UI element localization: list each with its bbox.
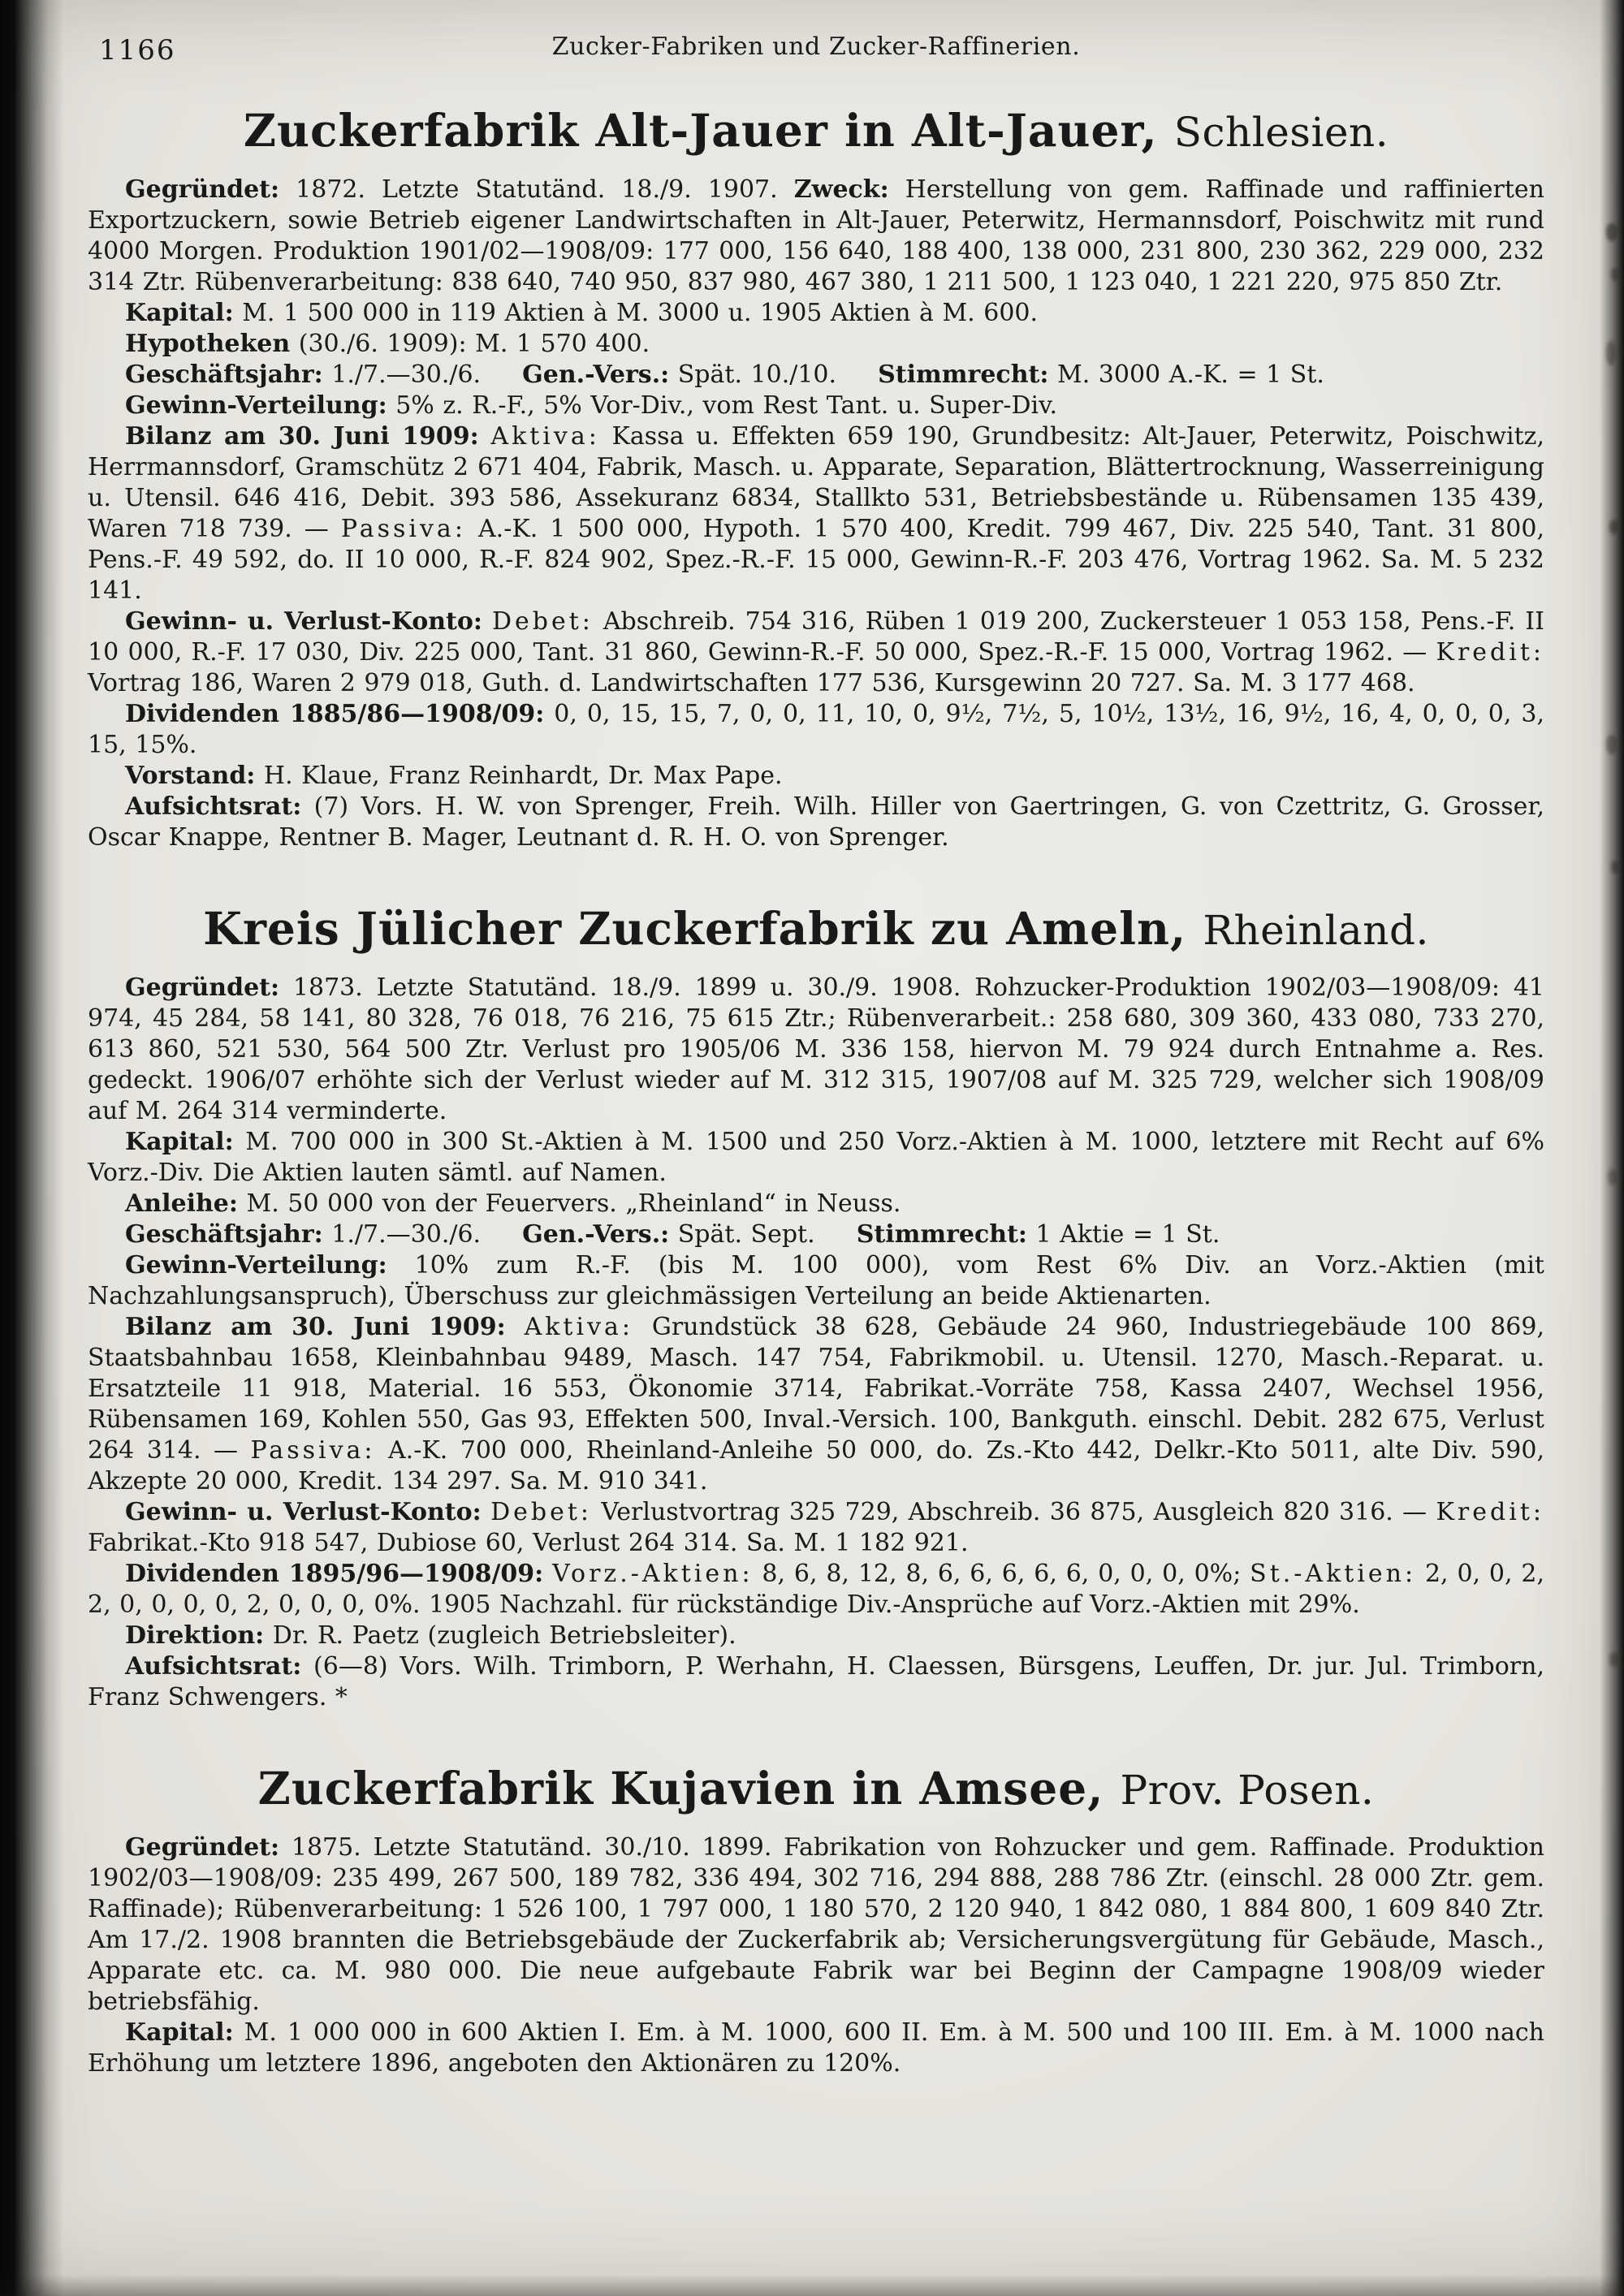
field-label: Stimmrecht: [878,360,1049,389]
section-title [88,1762,1544,1815]
section-title-main: Zuckerfabrik Alt-Jauer in Alt-Jauer, [243,104,1174,157]
spaced-term: Debet: [491,607,594,636]
body-text: 10% zum R.-F. (bis M. 100 000), vom Rest 6% Div. an Vorz.-Aktien (mit Nachzahlungsanspruch), Überschuss zur gleichmässigen Verteilung an beide Aktienarten. [88,1251,1544,1310]
body-text: Vortrag 186, Waren 2 979 018, Guth. d. Landwirtschaften 177 536, Kursgewinn 20 727. Sa. M. 3 177 468. [88,669,1415,697]
field-label: Dividenden 1895/96—1908/09: [125,1560,544,1588]
field-label: Gegründet: [125,1833,280,1862]
margin-smudge [1606,341,1616,365]
body-text: Verlustvortrag 325 729, Abschreib. 36 875, Ausgleich 820 316. — [592,1498,1436,1526]
paragraph [88,360,1544,391]
section-title-region: Schlesien. [1173,109,1389,156]
body-text [482,1498,490,1526]
body-text: 1872. Letzte Statutänd. 18./9. 1907. [279,175,794,204]
body-text [479,422,491,451]
body-text: 1873. Letzte Statutänd. 18./9. 1899 u. 30./9. 1908. Rohzucker-Produktion 1902/03—1908/09: 41 974, 45 284, 58 141, 80 328, 76 018, 76 216, 75 615 Ztr.; Rübenverarbeit.: 258 680, 309 360, 433 080, 733 270, 613 860, 521 530, 564 500 Ztr. Verlust pro 1905/06 M. 336 158, hiervon M. 79 924 durch Entnahme a. Res. gedeckt. 1906/07 erhöhte sich der Verlust wieder auf M. 312 315, 1907/08 auf M. 325 729, welcher sich 1908/09 auf M. 264 314 verminderte. [88,973,1544,1125]
section-title-region: Rheinland. [1203,907,1429,954]
paragraph [88,761,1544,792]
body-text: M. 700 000 in 300 St.-Aktien à M. 1500 und 250 Vorz.-Aktien à M. 1000, letztere mit Recht auf 6% Vorz.-Div. Die Aktien lauten sämtl. auf Namen. [88,1128,1544,1187]
body-text: A.-K. 1 500 000, Hypoth. 1 570 400, Kredit. 799 467, Div. 225 540, Tant. 31 800, Pens.-F. 49 592, do. II 10 000, R.-F. 824 902, Spez.-R.-F. 15 000, Gewinn-R.-F. 203 476, Vortrag 1962. Sa. M. 5 232 141. [88,515,1545,605]
spaced-term: Passiva: [250,1436,376,1465]
field-label: Gen.-Vers.: [522,1220,670,1249]
spaced-term: St.-Aktien: [1250,1560,1417,1588]
section-title-main: Kreis Jülicher Zuckerfabrik zu Ameln, [203,902,1203,955]
body-text: Abschreib. 754 316, Rüben 1 019 200, Zuckersteuer 1 053 158, Pens.-F. II 10 000, R.-F. 17 030, Div. 225 000, Tant. 31 860, Gewinn-R.-F. 50 000, Spez.-R.-F. 15 000, Vortrag 1962. — [88,607,1544,667]
body-text: 8, 6, 8, 12, 8, 6, 6, 6, 6, 6, 0, 0, 0, 0%; [753,1560,1250,1588]
field-label: Bilanz am 30. Juni 1909: [125,422,479,451]
field-label: Vorstand: [125,762,256,790]
body-text: Spät. Sept. [669,1220,857,1249]
company-section [88,1762,1544,2079]
paragraph [88,1250,1544,1312]
page-content [88,32,1544,2079]
body-text: M. 50 000 von der Feuervers. „Rheinland“ in Neuss. [237,1189,901,1218]
field-label: Gewinn-Verteilung: [125,391,387,420]
page-number: 1166 [99,34,176,67]
paragraph [88,973,1544,1127]
body-text: (6—8) Vors. Wilh. Trimborn, P. Werhahn, H. Claessen, Bürsgens, Leuffen, Dr. jur. Jul. Trimborn, Franz Schwengers. * [88,1652,1544,1711]
body-text: 1./7.—30./6. [322,1220,523,1249]
field-label: Gewinn- u. Verlust-Konto: [125,1498,482,1526]
body-text: A.-K. 700 000, Rheinland-Anleihe 50 000, do. Zs.-Kto 442, Delkr.-Kto 5011, alte Div. 590, Akzepte 20 000, Kredit. 134 297. Sa. M. 910 341. [88,1436,1544,1495]
body-text: Spät. 10./10. [669,360,879,389]
field-label: Kapital: [125,1128,234,1156]
body-text: 1875. Letzte Statutänd. 30./10. 1899. Fabrikation von Rohzucker und gem. Raffinade. Produktion 1902/03—1908/09: 235 499, 267 500, 189 782, 336 494, 302 716, 294 888, 288 786 Ztr. (einschl. 28 000 Ztr. gem. Raffinade); Rübenverarbeitung: 1 526 100, 1 797 000, 1 180 570, 2 120 940, 1 842 080, 1 884 800, 1 609 840 Ztr. Am 17./2. 1908 brannten die Betriebsgebäude der Zuckerfabrik ab; Versicherungsvergütung für Gebäude, Masch., Apparate etc. ca. M. 980 000. Die neue aufgebaute Fabrik war bei Beginn der Campagne 1908/09 wieder betriebsfähig. [88,1833,1544,2016]
paragraph [88,1189,1544,1219]
margin-smudge [1609,1652,1618,1667]
body-text [482,607,492,636]
paragraph [88,1127,1544,1189]
paragraph [88,1497,1544,1559]
field-label: Dividenden 1885/86—1908/09: [125,700,545,728]
margin-smudge [1606,735,1617,754]
paragraph [88,2018,1544,2079]
body-text: M. 1 500 000 in 119 Aktien à M. 3000 u. 1905 Aktien à M. 600. [233,299,1039,327]
margin-smudge [1608,1169,1618,1185]
company-section [88,104,1544,853]
spaced-term: Kredit: [1436,638,1544,667]
spaced-term: Aktiva: [524,1313,634,1341]
company-section [88,902,1544,1713]
paragraph [88,1559,1544,1621]
body-text: (30./6. 1909): M. 1 570 400. [290,330,650,358]
binding-shadow-left [0,0,63,2296]
field-label: Gegründet: [125,973,280,1002]
paragraph [88,792,1544,853]
body-text: 1./7.—30./6. [322,360,523,389]
spaced-term: Kredit: [1436,1498,1544,1526]
margin-smudge [1606,223,1618,241]
paragraph [88,329,1544,360]
spaced-term: Aktiva: [490,422,600,451]
body-text: Grundstück 38 628, Gebäude 24 960, Industriegebäude 100 869, Staatsbahnbau 1658, Kleinbahnbau 9489, Masch. 147 754, Fabrikmobil. u. Utensil. 1270, Masch.-Reparat. u. Ersatzteile 11 918, Material. 16 553, Ökonomie 3714, Fabrikat.-Vorräte 758, Kassa 2407, Wechsel 1956, Rübensamen 169, Kohlen 550, Gas 93, Effekten 500, Inval.-Versich. 100, Bankguth. einschl. Debit. 282 675, Verlust 264 314. — [88,1313,1544,1465]
field-label: Geschäftsjahr: [125,360,323,389]
field-label: Kapital: [125,2018,234,2047]
body-text: 2, 0, 0, 2, 2, 0, 0, 0, 0, 2, 0, 0, 0, 0%. 1905 Nachzahl. für rückständige Div.-Ansprüche auf Vorz.-Aktien mit 29%. [88,1560,1545,1619]
margin-smudge [1611,268,1619,281]
running-title: Zucker-Fabriken und Zucker-Raffinerien. [551,32,1081,61]
body-text: Herstellung von gem. Raffinade und raffinierten Exportzuckern, sowie Betrieb eigener Landwirtschaften in Alt-Jauer, Peterwitz, Hermannsdorf, Poischwitz mit rund 4000 Morgen. Produktion 1901/02—1908/09: 177 000, 156 640, 188 400, 138 000, 231 800, 230 362, 229 000, 232 314 Ztr. Rübenverarbeitung: 838 640, 740 950, 837 980, 467 380, 1 211 500, 1 123 040, 1 221 220, 975 850 Ztr. [88,175,1544,296]
scan-edge-bottom [0,2275,1624,2296]
field-label: Stimmrecht: [856,1220,1028,1249]
section-title-main: Zuckerfabrik Kujavien in Amsee, [257,1762,1121,1815]
field-label: Direktion: [125,1621,265,1650]
paragraph [88,1621,1544,1651]
field-label: Gegründet: [125,175,280,204]
margin-smudge [1609,520,1618,534]
spaced-term: Vorz.-Aktien: [552,1560,754,1588]
section-title-region: Prov. Posen. [1120,1767,1375,1814]
paragraph [88,1312,1544,1497]
scan-edge-right [1600,0,1624,2296]
section-title [88,902,1544,955]
margin-smudge [1611,861,1619,874]
field-label: Geschäftsjahr: [125,1220,323,1249]
body-text: 5% z. R.-F., 5% Vor-Div., vom Rest Tant. u. Super-Div. [387,391,1058,420]
page-header [88,32,1544,75]
sections-container [88,104,1544,2079]
section-title [88,104,1544,157]
field-label: Gewinn-Verteilung: [125,1251,387,1280]
field-label: Aufsichtsrat: [125,1652,302,1681]
body-text [543,1560,552,1588]
body-text: Fabrikat.-Kto 918 547, Dubiose 60, Verlust 264 314. Sa. M. 1 182 921. [88,1529,969,1557]
paragraph [88,421,1544,606]
spaced-term: Passiva: [340,515,466,543]
body-text [506,1313,525,1341]
field-label: Kapital: [125,299,234,327]
field-label: Aufsichtsrat: [125,792,302,821]
field-label: Bilanz am 30. Juni 1909: [125,1313,506,1341]
paragraph [88,298,1544,329]
field-label: Hypotheken [125,330,291,358]
body-text: M. 3000 A.-K. = 1 St. [1048,360,1324,389]
paragraph [88,175,1544,298]
paragraph [88,606,1544,699]
body-text: 0, 0, 15, 15, 7, 0, 0, 11, 10, 0, 9½, 7½, 5, 10½, 13½, 16, 9½, 16, 4, 0, 0, 0, 3, 15, 15%. [88,700,1544,759]
paragraph [88,1219,1544,1250]
body-text: H. Klaue, Franz Reinhardt, Dr. Max Pape. [255,762,783,790]
spaced-term: Debet: [490,1498,593,1526]
field-label: Zweck: [793,175,889,204]
paragraph [88,1832,1544,2018]
field-label: Anleihe: [125,1189,238,1218]
field-label: Gen.-Vers.: [522,360,670,389]
paragraph [88,1651,1544,1713]
paragraph [88,699,1544,761]
body-text: Dr. R. Paetz (zugleich Betriebsleiter). [264,1621,736,1650]
body-text: (7) Vors. H. W. von Sprenger, Freih. Wilh. Hiller von Gaertringen, G. von Czettritz, G. Grosser, Oscar Knappe, Rentner B. Mager, Leutnant d. R. H. O. von Sprenger. [88,792,1544,852]
body-text: M. 1 000 000 in 600 Aktien I. Em. à M. 1000, 600 II. Em. à M. 500 und 100 III. Em. à M. 1000 nach Erhöhung um letztere 1896, angeboten den Aktionären zu 120%. [88,2018,1544,2078]
body-text: 1 Aktie = 1 St. [1027,1220,1220,1249]
field-label: Gewinn- u. Verlust-Konto: [125,607,482,636]
body-text: Kassa u. Effekten 659 190, Grundbesitz: Alt-Jauer, Peterwitz, Poischwitz, Herrmannsdorf, Gramschütz 2 671 404, Fabrik, Masch. u. Apparate, Separation, Blättertrocknung, Wasserreinigung u. Utensil. 646 416, Debit. 393 586, Assekuranz 6834, Stallkto 531, Betriebsbestände u. Rübensamen 135 439, Waren 718 739. — [88,422,1545,543]
paragraph [88,391,1544,421]
